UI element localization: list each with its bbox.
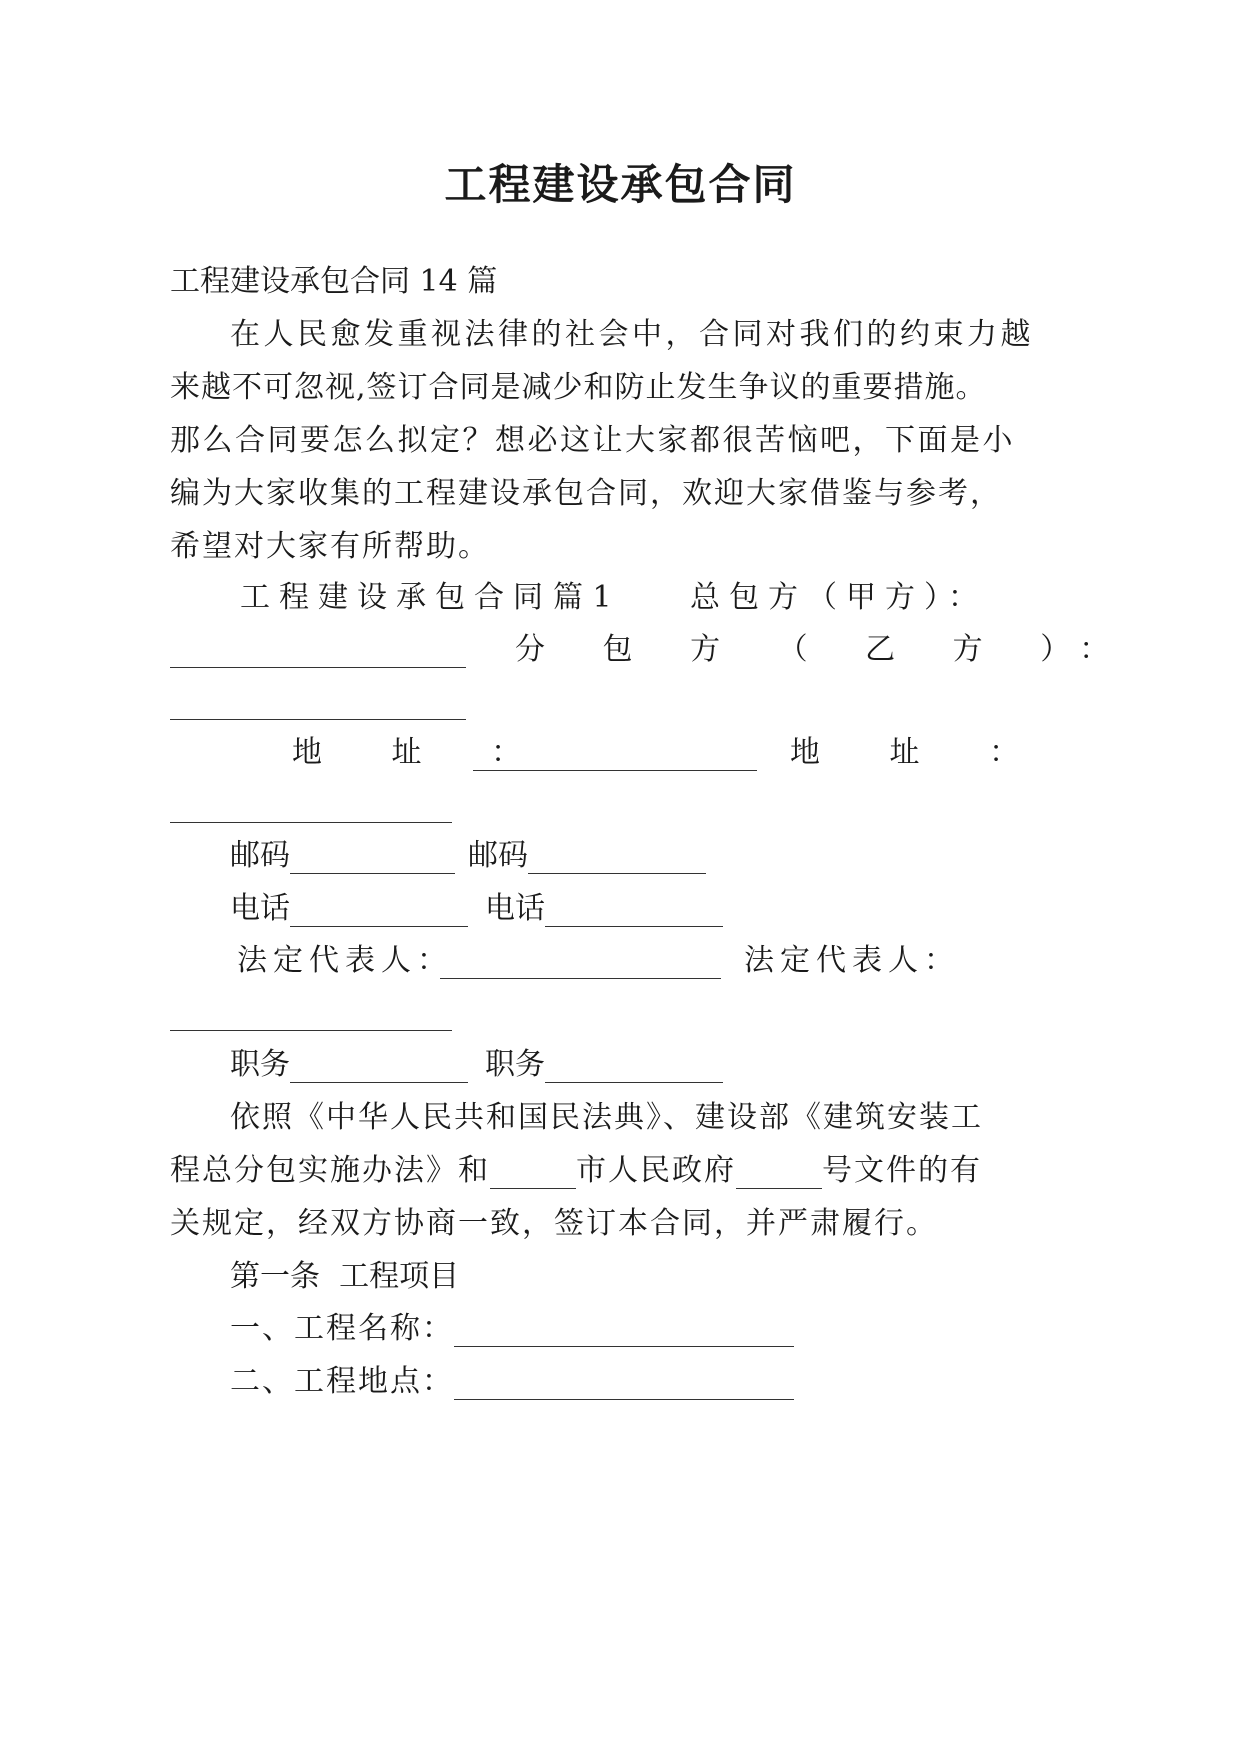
party-b-label: 分 包 方 （ 乙 方 ）：	[515, 632, 1134, 667]
legal-rep-a-blank[interactable]	[440, 941, 721, 981]
phone-label-a: 电话	[230, 891, 290, 926]
position-a-blank[interactable]	[290, 1045, 468, 1085]
address-label-b: 地 址 ：	[790, 735, 1050, 770]
basis-line-2-part-2: 市人民政府	[576, 1153, 736, 1188]
clause-1-heading: 第一条 工程项目	[230, 1259, 460, 1294]
basis-line-2-part-1: 程总分包实施办法》和	[170, 1153, 490, 1188]
basis-line-3: 关规定，经双方协商一致，签订本合同，并严肃履行。	[170, 1206, 938, 1241]
document-subtitle: 工程建设承包合同 14 篇	[170, 264, 498, 299]
city-blank[interactable]	[490, 1151, 576, 1191]
postcode-label-a: 邮码	[230, 838, 290, 873]
intro-line-1: 在人民愈发重视法律的社会中，合同对我们的约束力越	[230, 317, 1034, 352]
position-label-b: 职务	[485, 1047, 545, 1082]
article-number: 篇 1	[553, 580, 612, 615]
basis-line-2-part-3: 号文件的有	[822, 1153, 982, 1188]
legal-rep-label-b: 法定代表人：	[744, 943, 960, 978]
postcode-label-b: 邮码	[468, 838, 528, 873]
document-number-blank[interactable]	[736, 1151, 822, 1191]
article-heading: 工程建设承包合同	[240, 580, 552, 615]
party-b-blank[interactable]	[170, 682, 466, 722]
address-b-blank[interactable]	[170, 785, 452, 825]
legal-rep-label-a: 法定代表人：	[237, 943, 453, 978]
document-title: 工程建设承包合同	[444, 160, 797, 209]
project-name-blank[interactable]	[454, 1309, 794, 1349]
project-location-blank[interactable]	[454, 1362, 794, 1402]
intro-line-4: 编为大家收集的工程建设承包合同，欢迎大家借鉴与参考，	[170, 476, 1002, 511]
position-b-blank[interactable]	[545, 1045, 723, 1085]
project-name-label: 一、工程名称：	[230, 1311, 454, 1346]
phone-a-blank[interactable]	[290, 889, 468, 929]
address-a-blank[interactable]	[473, 733, 757, 773]
party-a-blank[interactable]	[170, 630, 466, 670]
legal-rep-b-blank[interactable]	[170, 993, 452, 1033]
postcode-b-blank[interactable]	[528, 836, 706, 876]
postcode-a-blank[interactable]	[290, 836, 455, 876]
position-label-a: 职务	[230, 1047, 290, 1082]
project-location-label: 二、工程地点：	[230, 1364, 454, 1399]
intro-line-5: 希望对大家有所帮助。	[170, 529, 490, 564]
phone-b-blank[interactable]	[545, 889, 723, 929]
intro-line-3: 那么合同要怎么拟定？想必这让大家都很苦恼吧，下面是小	[170, 423, 1015, 458]
address-label-a: 地 址 ：	[292, 735, 552, 770]
phone-label-b: 电话	[485, 891, 545, 926]
party-a-label: 总包方（甲方）：	[690, 580, 987, 615]
basis-line-1: 依照《中华人民共和国民法典》、建设部《建筑安装工	[230, 1100, 983, 1135]
intro-line-2: 来越不可忽视,签订合同是减少和防止发生争议的重要措施。	[170, 370, 987, 405]
